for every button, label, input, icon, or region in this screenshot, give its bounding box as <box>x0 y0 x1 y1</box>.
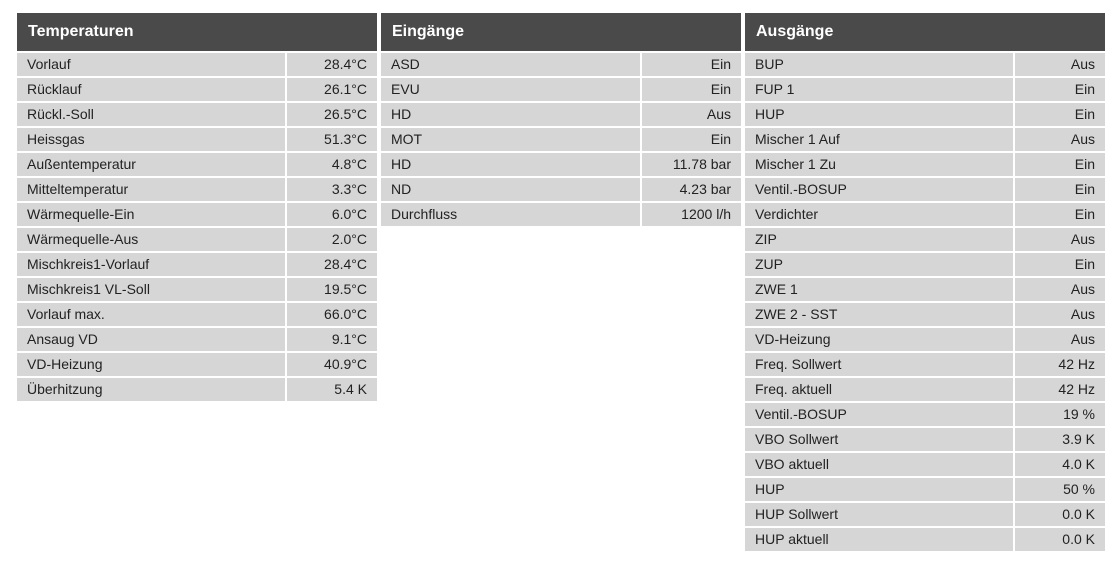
row-label: EVU <box>381 78 640 101</box>
table-row <box>745 428 1105 451</box>
row-value: 1200 l/h <box>642 203 741 226</box>
row-value: 66.0°C <box>287 303 377 326</box>
row-value: 3.3°C <box>287 178 377 201</box>
row-label: FUP 1 <box>745 78 1013 101</box>
table-row <box>17 353 377 376</box>
row-value: 0.0 K <box>1015 528 1105 551</box>
row-value: Ein <box>1015 253 1105 276</box>
table-row <box>745 328 1105 351</box>
table-row <box>17 128 377 151</box>
table-row <box>745 478 1105 501</box>
row-label: Freq. Sollwert <box>745 353 1013 376</box>
row-label: Mischkreis1 VL-Soll <box>17 278 285 301</box>
table-row <box>745 353 1105 376</box>
table-row <box>745 453 1105 476</box>
row-value: 40.9°C <box>287 353 377 376</box>
row-label: Vorlauf max. <box>17 303 285 326</box>
row-label: ZIP <box>745 228 1013 251</box>
row-label: Ventil.-BOSUP <box>745 178 1013 201</box>
table-row <box>745 203 1105 226</box>
row-value: 9.1°C <box>287 328 377 351</box>
row-value: 26.5°C <box>287 103 377 126</box>
row-label: HD <box>381 153 640 176</box>
row-label: VBO aktuell <box>745 453 1013 476</box>
row-label: Rückl.-Soll <box>17 103 285 126</box>
row-label: BUP <box>745 53 1013 76</box>
row-value: 4.23 bar <box>642 178 741 201</box>
row-value: Ein <box>1015 203 1105 226</box>
row-label: Vorlauf <box>17 53 285 76</box>
table-row <box>17 228 377 251</box>
table-row <box>17 278 377 301</box>
table-row <box>381 153 741 176</box>
table-row <box>17 378 377 401</box>
row-label: Mitteltemperatur <box>17 178 285 201</box>
ausgaenge-rows <box>745 53 1105 551</box>
row-label: Mischer 1 Zu <box>745 153 1013 176</box>
row-value: 26.1°C <box>287 78 377 101</box>
row-label: VD-Heizung <box>17 353 285 376</box>
table-row <box>17 303 377 326</box>
row-value: 0.0 K <box>1015 503 1105 526</box>
row-value: Aus <box>1015 278 1105 301</box>
row-value: Ein <box>1015 178 1105 201</box>
row-label: HUP <box>745 103 1013 126</box>
row-value: Aus <box>642 103 741 126</box>
row-value: 19.5°C <box>287 278 377 301</box>
table-row <box>17 153 377 176</box>
row-value: 28.4°C <box>287 253 377 276</box>
table-row <box>745 53 1105 76</box>
row-label: Ventil.-BOSUP <box>745 403 1013 426</box>
row-label: Durchfluss <box>381 203 640 226</box>
row-label: ND <box>381 178 640 201</box>
table-row <box>745 103 1105 126</box>
row-label: Überhitzung <box>17 378 285 401</box>
row-value: 19 % <box>1015 403 1105 426</box>
ausgaenge-panel <box>745 13 1105 553</box>
row-label: ZWE 2 - SST <box>745 303 1013 326</box>
table-row <box>381 128 741 151</box>
row-value: 6.0°C <box>287 203 377 226</box>
eingaenge-header: Eingänge <box>381 13 741 51</box>
row-label: Mischer 1 Auf <box>745 128 1013 151</box>
row-value: 28.4°C <box>287 53 377 76</box>
row-label: ZUP <box>745 253 1013 276</box>
row-label: HD <box>381 103 640 126</box>
row-value: 2.0°C <box>287 228 377 251</box>
row-label: VD-Heizung <box>745 328 1013 351</box>
table-row <box>381 78 741 101</box>
row-value: Ein <box>642 78 741 101</box>
table-row <box>745 178 1105 201</box>
table-row <box>745 278 1105 301</box>
table-row <box>745 378 1105 401</box>
row-label: Heissgas <box>17 128 285 151</box>
row-label: Wärmequelle-Ein <box>17 203 285 226</box>
temperaturen-panel <box>17 13 377 403</box>
row-label: HUP <box>745 478 1013 501</box>
row-value: Aus <box>1015 53 1105 76</box>
table-row <box>745 528 1105 551</box>
table-row <box>381 103 741 126</box>
row-value: 4.8°C <box>287 153 377 176</box>
temperaturen-header: Temperaturen <box>17 13 377 51</box>
table-row <box>745 503 1105 526</box>
row-label: Wärmequelle-Aus <box>17 228 285 251</box>
row-label: ZWE 1 <box>745 278 1013 301</box>
table-row <box>745 153 1105 176</box>
table-row <box>381 178 741 201</box>
table-row <box>17 253 377 276</box>
row-value: Ein <box>1015 153 1105 176</box>
table-row <box>17 178 377 201</box>
row-value: Ein <box>1015 103 1105 126</box>
ausgaenge-header: Ausgänge <box>745 13 1105 51</box>
table-row <box>381 53 741 76</box>
row-value: 5.4 K <box>287 378 377 401</box>
table-row <box>17 203 377 226</box>
row-value: 50 % <box>1015 478 1105 501</box>
row-label: Mischkreis1-Vorlauf <box>17 253 285 276</box>
row-value: 4.0 K <box>1015 453 1105 476</box>
table-row <box>745 228 1105 251</box>
row-value: Aus <box>1015 328 1105 351</box>
row-label: Außentemperatur <box>17 153 285 176</box>
row-value: 3.9 K <box>1015 428 1105 451</box>
row-value: 42 Hz <box>1015 378 1105 401</box>
table-row <box>17 53 377 76</box>
row-label: HUP Sollwert <box>745 503 1013 526</box>
table-row <box>17 103 377 126</box>
table-row <box>17 78 377 101</box>
row-label: HUP aktuell <box>745 528 1013 551</box>
table-row <box>745 253 1105 276</box>
row-value: Aus <box>1015 128 1105 151</box>
table-row <box>381 203 741 226</box>
row-label: Rücklauf <box>17 78 285 101</box>
row-value: Ein <box>642 53 741 76</box>
row-label: Freq. aktuell <box>745 378 1013 401</box>
table-row <box>745 128 1105 151</box>
eingaenge-panel <box>381 13 741 228</box>
row-value: Aus <box>1015 303 1105 326</box>
row-value: 42 Hz <box>1015 353 1105 376</box>
row-label: MOT <box>381 128 640 151</box>
row-value: 51.3°C <box>287 128 377 151</box>
table-row <box>745 78 1105 101</box>
row-label: VBO Sollwert <box>745 428 1013 451</box>
table-row <box>17 328 377 351</box>
table-row <box>745 303 1105 326</box>
row-label: Ansaug VD <box>17 328 285 351</box>
row-value: Ein <box>1015 78 1105 101</box>
table-row <box>745 403 1105 426</box>
eingaenge-rows <box>381 53 741 226</box>
row-label: Verdichter <box>745 203 1013 226</box>
temperaturen-rows <box>17 53 377 401</box>
row-value: Aus <box>1015 228 1105 251</box>
row-label: ASD <box>381 53 640 76</box>
row-value: Ein <box>642 128 741 151</box>
row-value: 11.78 bar <box>642 153 741 176</box>
